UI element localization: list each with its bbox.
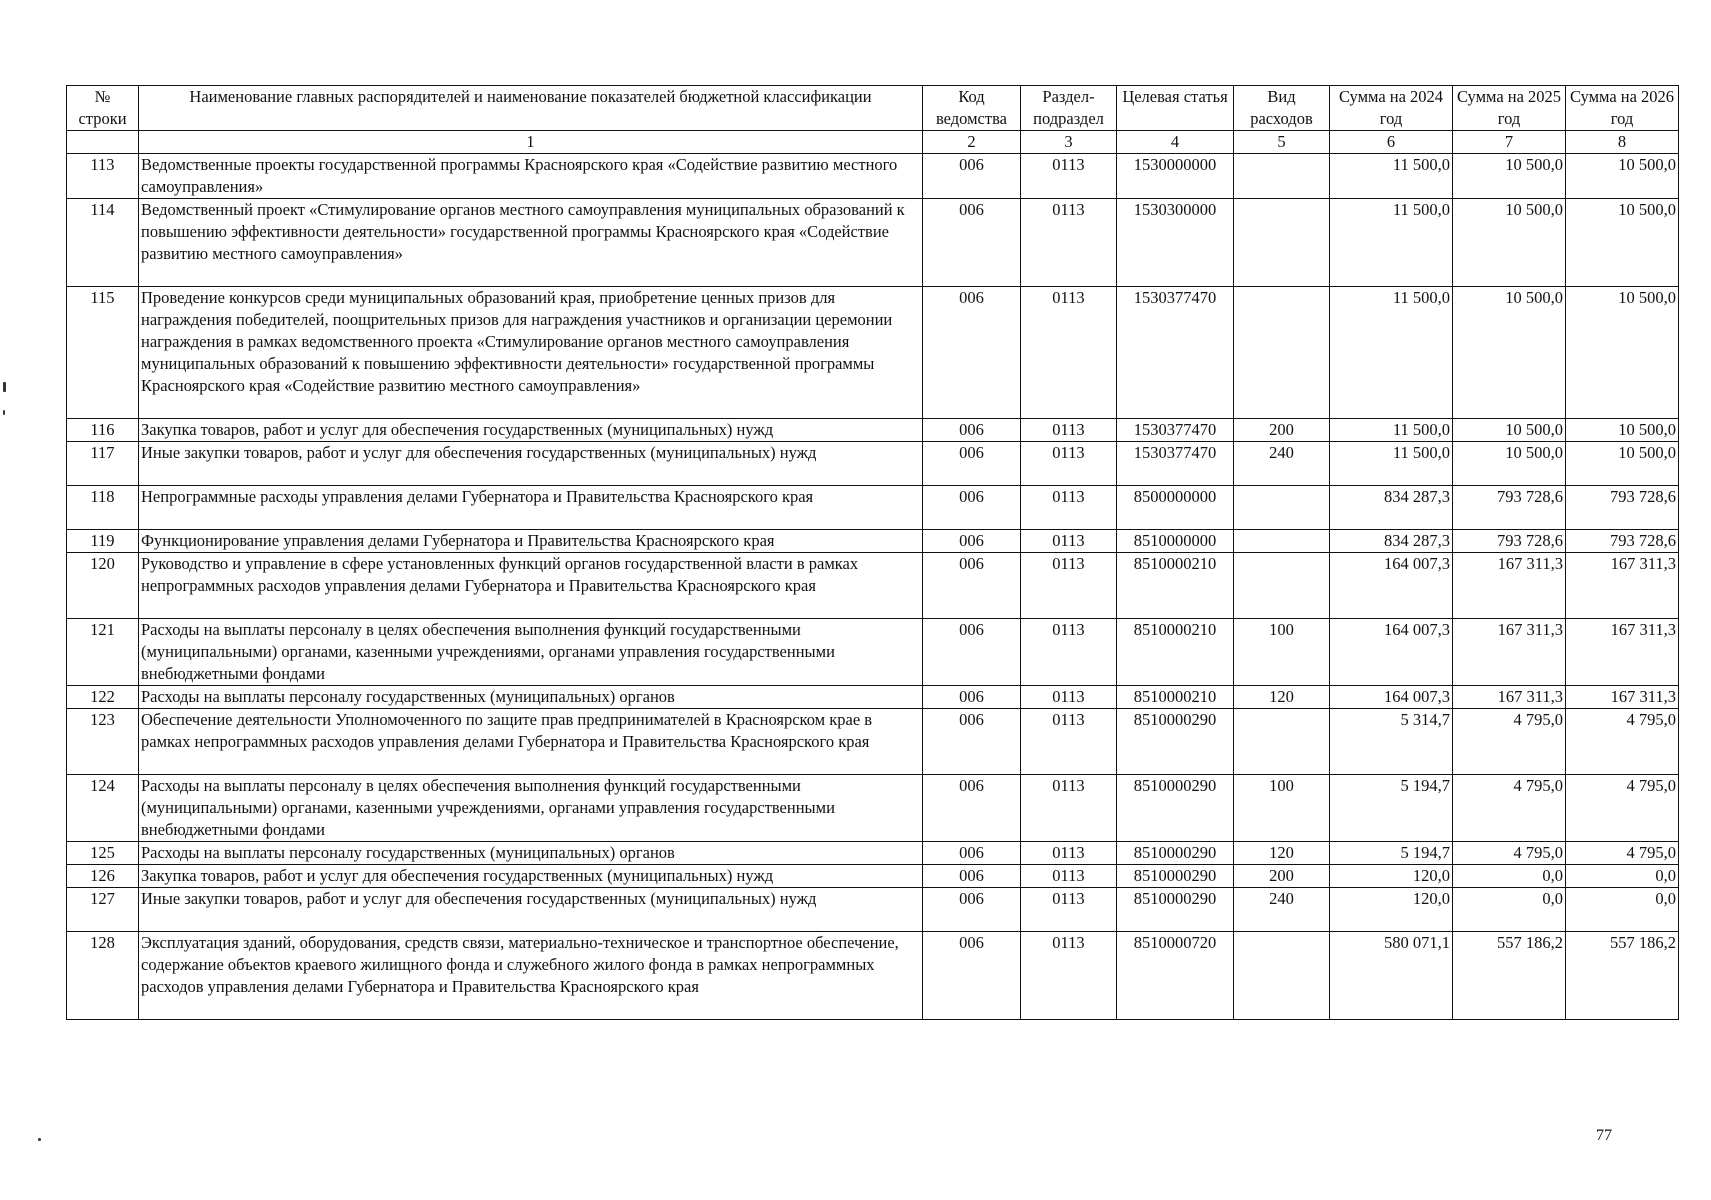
- sum-2025-cell: 793 728,6: [1453, 530, 1566, 553]
- header-row-number: № строки: [67, 86, 139, 131]
- target-article-cell: 8510000290: [1117, 775, 1234, 842]
- column-number-row: [67, 131, 1679, 154]
- sum-2026-cell: 10 500,0: [1566, 154, 1679, 199]
- sum-2025-cell: 0,0: [1453, 888, 1566, 932]
- expense-type-cell: 240: [1234, 888, 1330, 932]
- sum-2025-cell: 793 728,6: [1453, 486, 1566, 530]
- row-number-cell: 114: [67, 199, 139, 287]
- sum-2024-cell: 834 287,3: [1330, 486, 1453, 530]
- row-name-cell: Руководство и управление в сфере установленных функций органов государственной власти в рамках непрограммных расходов управления делами Губернатора и Правительства Красноярского края: [139, 553, 923, 619]
- expense-type-cell: [1234, 154, 1330, 199]
- row-name-cell: Проведение конкурсов среди муниципальных образований края, приобретение ценных призов для награждения победителей, поощрительных призов для награждения участников и организации церемонии награждения в рамках ведомственного проекта «Стимулирование органов местного самоуправления муниципальных образований к повышению эффективности деятельности» государственной программы Красноярского края «Содействие развитию местного самоуправления»: [139, 287, 923, 419]
- expense-type-cell: 100: [1234, 619, 1330, 686]
- row-number-cell: 121: [67, 619, 139, 686]
- header-sum-2026: Сумма на 2026 год: [1566, 86, 1679, 131]
- department-code-cell: 006: [923, 686, 1021, 709]
- department-code-cell: 006: [923, 287, 1021, 419]
- row-number-cell: 127: [67, 888, 139, 932]
- sum-2026-cell: 4 795,0: [1566, 842, 1679, 865]
- target-article-cell: 8510000290: [1117, 888, 1234, 932]
- sum-2024-cell: 5 194,7: [1330, 842, 1453, 865]
- expense-type-cell: 200: [1234, 865, 1330, 888]
- department-code-cell: 006: [923, 865, 1021, 888]
- target-article-cell: 1530300000: [1117, 199, 1234, 287]
- row-name-cell: Закупка товаров, работ и услуг для обеспечения государственных (муниципальных) нужд: [139, 419, 923, 442]
- sum-2025-cell: 557 186,2: [1453, 932, 1566, 1020]
- row-name-cell: Обеспечение деятельности Уполномоченного по защите прав предпринимателей в Красноярском крае в рамках непрограммных расходов управления делами Губернатора и Правительства Красноярского края: [139, 709, 923, 775]
- row-name-cell: Непрограммные расходы управления делами Губернатора и Правительства Красноярского края: [139, 486, 923, 530]
- sum-2026-cell: 793 728,6: [1566, 486, 1679, 530]
- table-row: [67, 486, 1679, 530]
- scan-speck: [38, 1138, 41, 1141]
- sum-2026-cell: 10 500,0: [1566, 199, 1679, 287]
- table-row: [67, 442, 1679, 486]
- sum-2024-cell: 164 007,3: [1330, 553, 1453, 619]
- row-name-cell: Ведомственные проекты государственной программы Красноярского края «Содействие развитию местного самоуправления»: [139, 154, 923, 199]
- section-cell: 0113: [1021, 932, 1117, 1020]
- table-row: [67, 888, 1679, 932]
- target-article-cell: 1530377470: [1117, 442, 1234, 486]
- target-article-cell: 8510000210: [1117, 619, 1234, 686]
- department-code-cell: 006: [923, 775, 1021, 842]
- expense-type-cell: 120: [1234, 686, 1330, 709]
- row-name-cell: Функционирование управления делами Губернатора и Правительства Красноярского края: [139, 530, 923, 553]
- header-sum-2025: Сумма на 2025 год: [1453, 86, 1566, 131]
- target-article-cell: 8510000210: [1117, 686, 1234, 709]
- section-cell: 0113: [1021, 619, 1117, 686]
- section-cell: 0113: [1021, 553, 1117, 619]
- row-name-cell: Расходы на выплаты персоналу государственных (муниципальных) органов: [139, 842, 923, 865]
- sum-2024-cell: 164 007,3: [1330, 686, 1453, 709]
- header-department-code: Код ведомства: [923, 86, 1021, 131]
- sum-2024-cell: 11 500,0: [1330, 419, 1453, 442]
- column-number: 5: [1234, 131, 1330, 154]
- row-number-cell: 126: [67, 865, 139, 888]
- table-row: [67, 287, 1679, 419]
- scan-speck: [3, 382, 6, 392]
- sum-2024-cell: 5 194,7: [1330, 775, 1453, 842]
- row-name-cell: Иные закупки товаров, работ и услуг для обеспечения государственных (муниципальных) нужд: [139, 442, 923, 486]
- row-number-cell: 117: [67, 442, 139, 486]
- row-name-cell: Ведомственный проект «Стимулирование органов местного самоуправления муниципальных образований к повышению эффективности деятельности» государственной программы Красноярского края «Содействие развитию местного самоуправления»: [139, 199, 923, 287]
- table-row: [67, 775, 1679, 842]
- sum-2026-cell: 167 311,3: [1566, 686, 1679, 709]
- expense-type-cell: 100: [1234, 775, 1330, 842]
- table-row: [67, 709, 1679, 775]
- sum-2024-cell: 5 314,7: [1330, 709, 1453, 775]
- sum-2025-cell: 0,0: [1453, 865, 1566, 888]
- sum-2024-cell: 120,0: [1330, 888, 1453, 932]
- page-number: 77: [1596, 1127, 1612, 1144]
- table-row: [67, 932, 1679, 1020]
- header-name: Наименование главных распорядителей и наименование показателей бюджетной классификации: [139, 86, 923, 131]
- department-code-cell: 006: [923, 888, 1021, 932]
- column-number: 7: [1453, 131, 1566, 154]
- table-row: [67, 154, 1679, 199]
- column-number: 4: [1117, 131, 1234, 154]
- target-article-cell: 8510000290: [1117, 709, 1234, 775]
- row-number-cell: 113: [67, 154, 139, 199]
- row-number-cell: 123: [67, 709, 139, 775]
- section-cell: 0113: [1021, 709, 1117, 775]
- section-cell: 0113: [1021, 287, 1117, 419]
- sum-2024-cell: 11 500,0: [1330, 442, 1453, 486]
- table-row: [67, 619, 1679, 686]
- row-number-cell: 116: [67, 419, 139, 442]
- column-number: [67, 131, 139, 154]
- column-number: 1: [139, 131, 923, 154]
- sum-2025-cell: 167 311,3: [1453, 686, 1566, 709]
- sum-2024-cell: 11 500,0: [1330, 199, 1453, 287]
- section-cell: 0113: [1021, 442, 1117, 486]
- column-number: 6: [1330, 131, 1453, 154]
- table-header: [67, 86, 1679, 154]
- target-article-cell: 8510000000: [1117, 530, 1234, 553]
- section-cell: 0113: [1021, 775, 1117, 842]
- sum-2026-cell: 0,0: [1566, 888, 1679, 932]
- table-row: [67, 530, 1679, 553]
- department-code-cell: 006: [923, 486, 1021, 530]
- sum-2026-cell: 167 311,3: [1566, 553, 1679, 619]
- department-code-cell: 006: [923, 709, 1021, 775]
- row-number-cell: 122: [67, 686, 139, 709]
- department-code-cell: 006: [923, 199, 1021, 287]
- sum-2025-cell: 10 500,0: [1453, 287, 1566, 419]
- header-expense-type: Вид расходов: [1234, 86, 1330, 131]
- expense-type-cell: [1234, 530, 1330, 553]
- sum-2026-cell: 4 795,0: [1566, 775, 1679, 842]
- row-name-cell: Расходы на выплаты персоналу государственных (муниципальных) органов: [139, 686, 923, 709]
- sum-2026-cell: 793 728,6: [1566, 530, 1679, 553]
- row-name-cell: Расходы на выплаты персоналу в целях обеспечения выполнения функций государственными (муниципальными) органами, казенными учреждениями, органами управления государственными внебюджетными фондами: [139, 775, 923, 842]
- budget-table-sheet: [66, 85, 1678, 1020]
- sum-2024-cell: 580 071,1: [1330, 932, 1453, 1020]
- expense-type-cell: [1234, 709, 1330, 775]
- sum-2026-cell: 0,0: [1566, 865, 1679, 888]
- header-section: Раздел-подраздел: [1021, 86, 1117, 131]
- sum-2025-cell: 10 500,0: [1453, 154, 1566, 199]
- row-number-cell: 118: [67, 486, 139, 530]
- section-cell: 0113: [1021, 865, 1117, 888]
- sum-2026-cell: 4 795,0: [1566, 709, 1679, 775]
- sum-2024-cell: 834 287,3: [1330, 530, 1453, 553]
- target-article-cell: 1530377470: [1117, 287, 1234, 419]
- target-article-cell: 8500000000: [1117, 486, 1234, 530]
- department-code-cell: 006: [923, 530, 1021, 553]
- section-cell: 0113: [1021, 199, 1117, 287]
- budget-table: [66, 85, 1679, 1020]
- department-code-cell: 006: [923, 842, 1021, 865]
- row-number-cell: 124: [67, 775, 139, 842]
- sum-2025-cell: 4 795,0: [1453, 775, 1566, 842]
- expense-type-cell: [1234, 199, 1330, 287]
- sum-2025-cell: 167 311,3: [1453, 553, 1566, 619]
- row-number-cell: 128: [67, 932, 139, 1020]
- target-article-cell: 1530377470: [1117, 419, 1234, 442]
- column-number: 3: [1021, 131, 1117, 154]
- row-name-cell: Иные закупки товаров, работ и услуг для обеспечения государственных (муниципальных) нужд: [139, 888, 923, 932]
- section-cell: 0113: [1021, 530, 1117, 553]
- table-row: [67, 419, 1679, 442]
- sum-2024-cell: 164 007,3: [1330, 619, 1453, 686]
- sum-2024-cell: 11 500,0: [1330, 154, 1453, 199]
- sum-2025-cell: 167 311,3: [1453, 619, 1566, 686]
- sum-2026-cell: 557 186,2: [1566, 932, 1679, 1020]
- target-article-cell: 1530000000: [1117, 154, 1234, 199]
- target-article-cell: 8510000290: [1117, 842, 1234, 865]
- table-row: [67, 553, 1679, 619]
- table-row: [67, 686, 1679, 709]
- department-code-cell: 006: [923, 154, 1021, 199]
- table-row: [67, 865, 1679, 888]
- row-number-cell: 119: [67, 530, 139, 553]
- header-row: [67, 86, 1679, 131]
- sum-2026-cell: 10 500,0: [1566, 442, 1679, 486]
- column-number: 2: [923, 131, 1021, 154]
- expense-type-cell: 120: [1234, 842, 1330, 865]
- row-name-cell: Эксплуатация зданий, оборудования, средств связи, материально-техническое и транспортное обеспечение, содержание объектов краевого жилищного фонда и служебного жилого фонда в рамках непрограммных расходов управления делами Губернатора и Правительства Красноярского края: [139, 932, 923, 1020]
- row-number-cell: 115: [67, 287, 139, 419]
- section-cell: 0113: [1021, 486, 1117, 530]
- sum-2026-cell: 10 500,0: [1566, 419, 1679, 442]
- row-number-cell: 125: [67, 842, 139, 865]
- section-cell: 0113: [1021, 686, 1117, 709]
- section-cell: 0113: [1021, 842, 1117, 865]
- department-code-cell: 006: [923, 932, 1021, 1020]
- header-target-article: Целевая статья: [1117, 86, 1234, 131]
- expense-type-cell: [1234, 932, 1330, 1020]
- row-name-cell: Закупка товаров, работ и услуг для обеспечения государственных (муниципальных) нужд: [139, 865, 923, 888]
- sum-2025-cell: 10 500,0: [1453, 419, 1566, 442]
- sum-2025-cell: 4 795,0: [1453, 842, 1566, 865]
- table-body: [67, 154, 1679, 1020]
- expense-type-cell: [1234, 486, 1330, 530]
- department-code-cell: 006: [923, 419, 1021, 442]
- sum-2024-cell: 120,0: [1330, 865, 1453, 888]
- sum-2026-cell: 10 500,0: [1566, 287, 1679, 419]
- table-row: [67, 199, 1679, 287]
- target-article-cell: 8510000720: [1117, 932, 1234, 1020]
- row-number-cell: 120: [67, 553, 139, 619]
- expense-type-cell: 240: [1234, 442, 1330, 486]
- department-code-cell: 006: [923, 442, 1021, 486]
- department-code-cell: 006: [923, 619, 1021, 686]
- target-article-cell: 8510000210: [1117, 553, 1234, 619]
- sum-2025-cell: 10 500,0: [1453, 442, 1566, 486]
- expense-type-cell: [1234, 287, 1330, 419]
- sum-2024-cell: 11 500,0: [1330, 287, 1453, 419]
- section-cell: 0113: [1021, 888, 1117, 932]
- header-sum-2024: Сумма на 2024 год: [1330, 86, 1453, 131]
- table-row: [67, 842, 1679, 865]
- target-article-cell: 8510000290: [1117, 865, 1234, 888]
- section-cell: 0113: [1021, 154, 1117, 199]
- section-cell: 0113: [1021, 419, 1117, 442]
- expense-type-cell: 200: [1234, 419, 1330, 442]
- sum-2025-cell: 10 500,0: [1453, 199, 1566, 287]
- expense-type-cell: [1234, 553, 1330, 619]
- sum-2026-cell: 167 311,3: [1566, 619, 1679, 686]
- column-number: 8: [1566, 131, 1679, 154]
- row-name-cell: Расходы на выплаты персоналу в целях обеспечения выполнения функций государственными (муниципальными) органами, казенными учреждениями, органами управления государственными внебюджетными фондами: [139, 619, 923, 686]
- department-code-cell: 006: [923, 553, 1021, 619]
- scan-speck: [3, 410, 5, 415]
- sum-2025-cell: 4 795,0: [1453, 709, 1566, 775]
